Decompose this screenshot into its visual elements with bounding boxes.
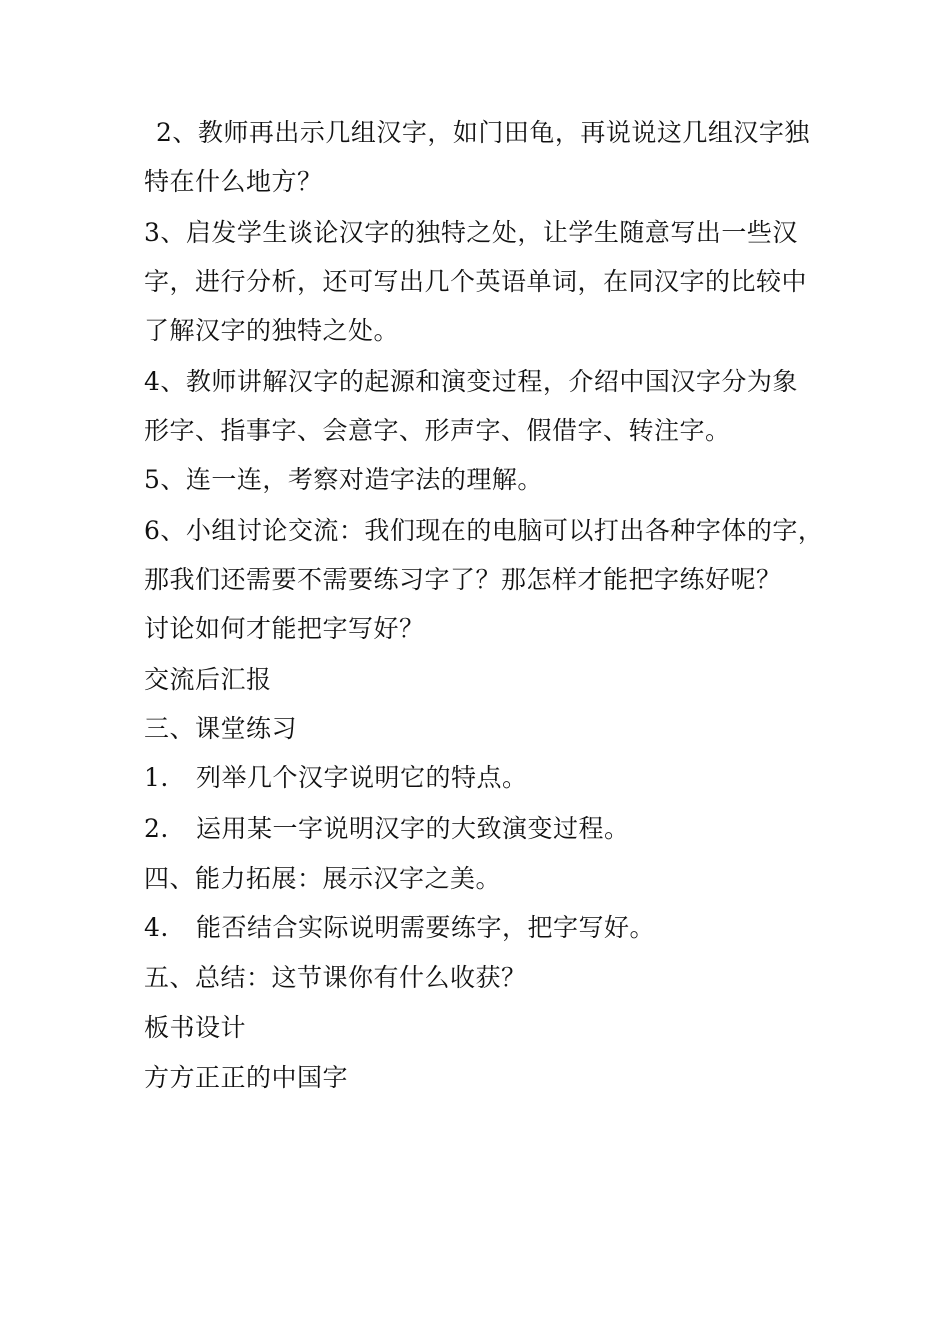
list-item	[144, 913, 824, 943]
list-item-number: 1.	[144, 763, 169, 792]
text-line: 了解汉字的独特之处。	[144, 316, 400, 345]
section-heading: 五、总结：这节课你有什么收获？	[144, 963, 527, 992]
text-line: 交流后汇报	[144, 665, 272, 694]
text-line: 形字、指事字、会意字、形声字、假借字、转注字。	[144, 416, 731, 445]
section-heading: 四、能力拓展：展示汉字之美。	[144, 864, 502, 893]
list-item-number: 4.	[144, 913, 169, 942]
text-line: 板书设计	[144, 1013, 247, 1042]
text-line: 讨论如何才能把字写好？	[144, 614, 425, 643]
text-line: 4、教师讲解汉字的起源和演变过程，介绍中国汉字分为象	[144, 367, 798, 396]
text-line: 6、小组讨论交流：我们现在的电脑可以打出各种字体的字，	[144, 516, 824, 545]
list-item	[144, 763, 824, 793]
text-line: 特在什么地方？	[144, 167, 323, 196]
list-item-text: 列举几个汉字说明它的特点。	[196, 763, 528, 792]
text-line: 方方正正的中国字	[144, 1063, 349, 1092]
list-item-number: 2.	[144, 814, 169, 843]
list-item	[144, 814, 824, 844]
text-line: 2、教师再出示几组汉字，如门田龟，再说说这几组汉字独	[156, 118, 810, 147]
text-line: 字，进行分析，还可写出几个英语单词，在同汉字的比较中	[144, 267, 808, 296]
text-line: 5、连一连，考察对造字法的理解。	[144, 465, 543, 494]
section-heading: 三、课堂练习	[144, 714, 298, 743]
list-item-text: 运用某一字说明汉字的大致演变过程。	[196, 814, 630, 843]
text-line: 那我们还需要不需要练习字了？那怎样才能把字练好呢？	[144, 565, 782, 594]
text-line: 3、启发学生谈论汉字的独特之处，让学生随意写出一些汉	[144, 218, 798, 247]
list-item-text: 能否结合实际说明需要练字，把字写好。	[196, 913, 656, 942]
